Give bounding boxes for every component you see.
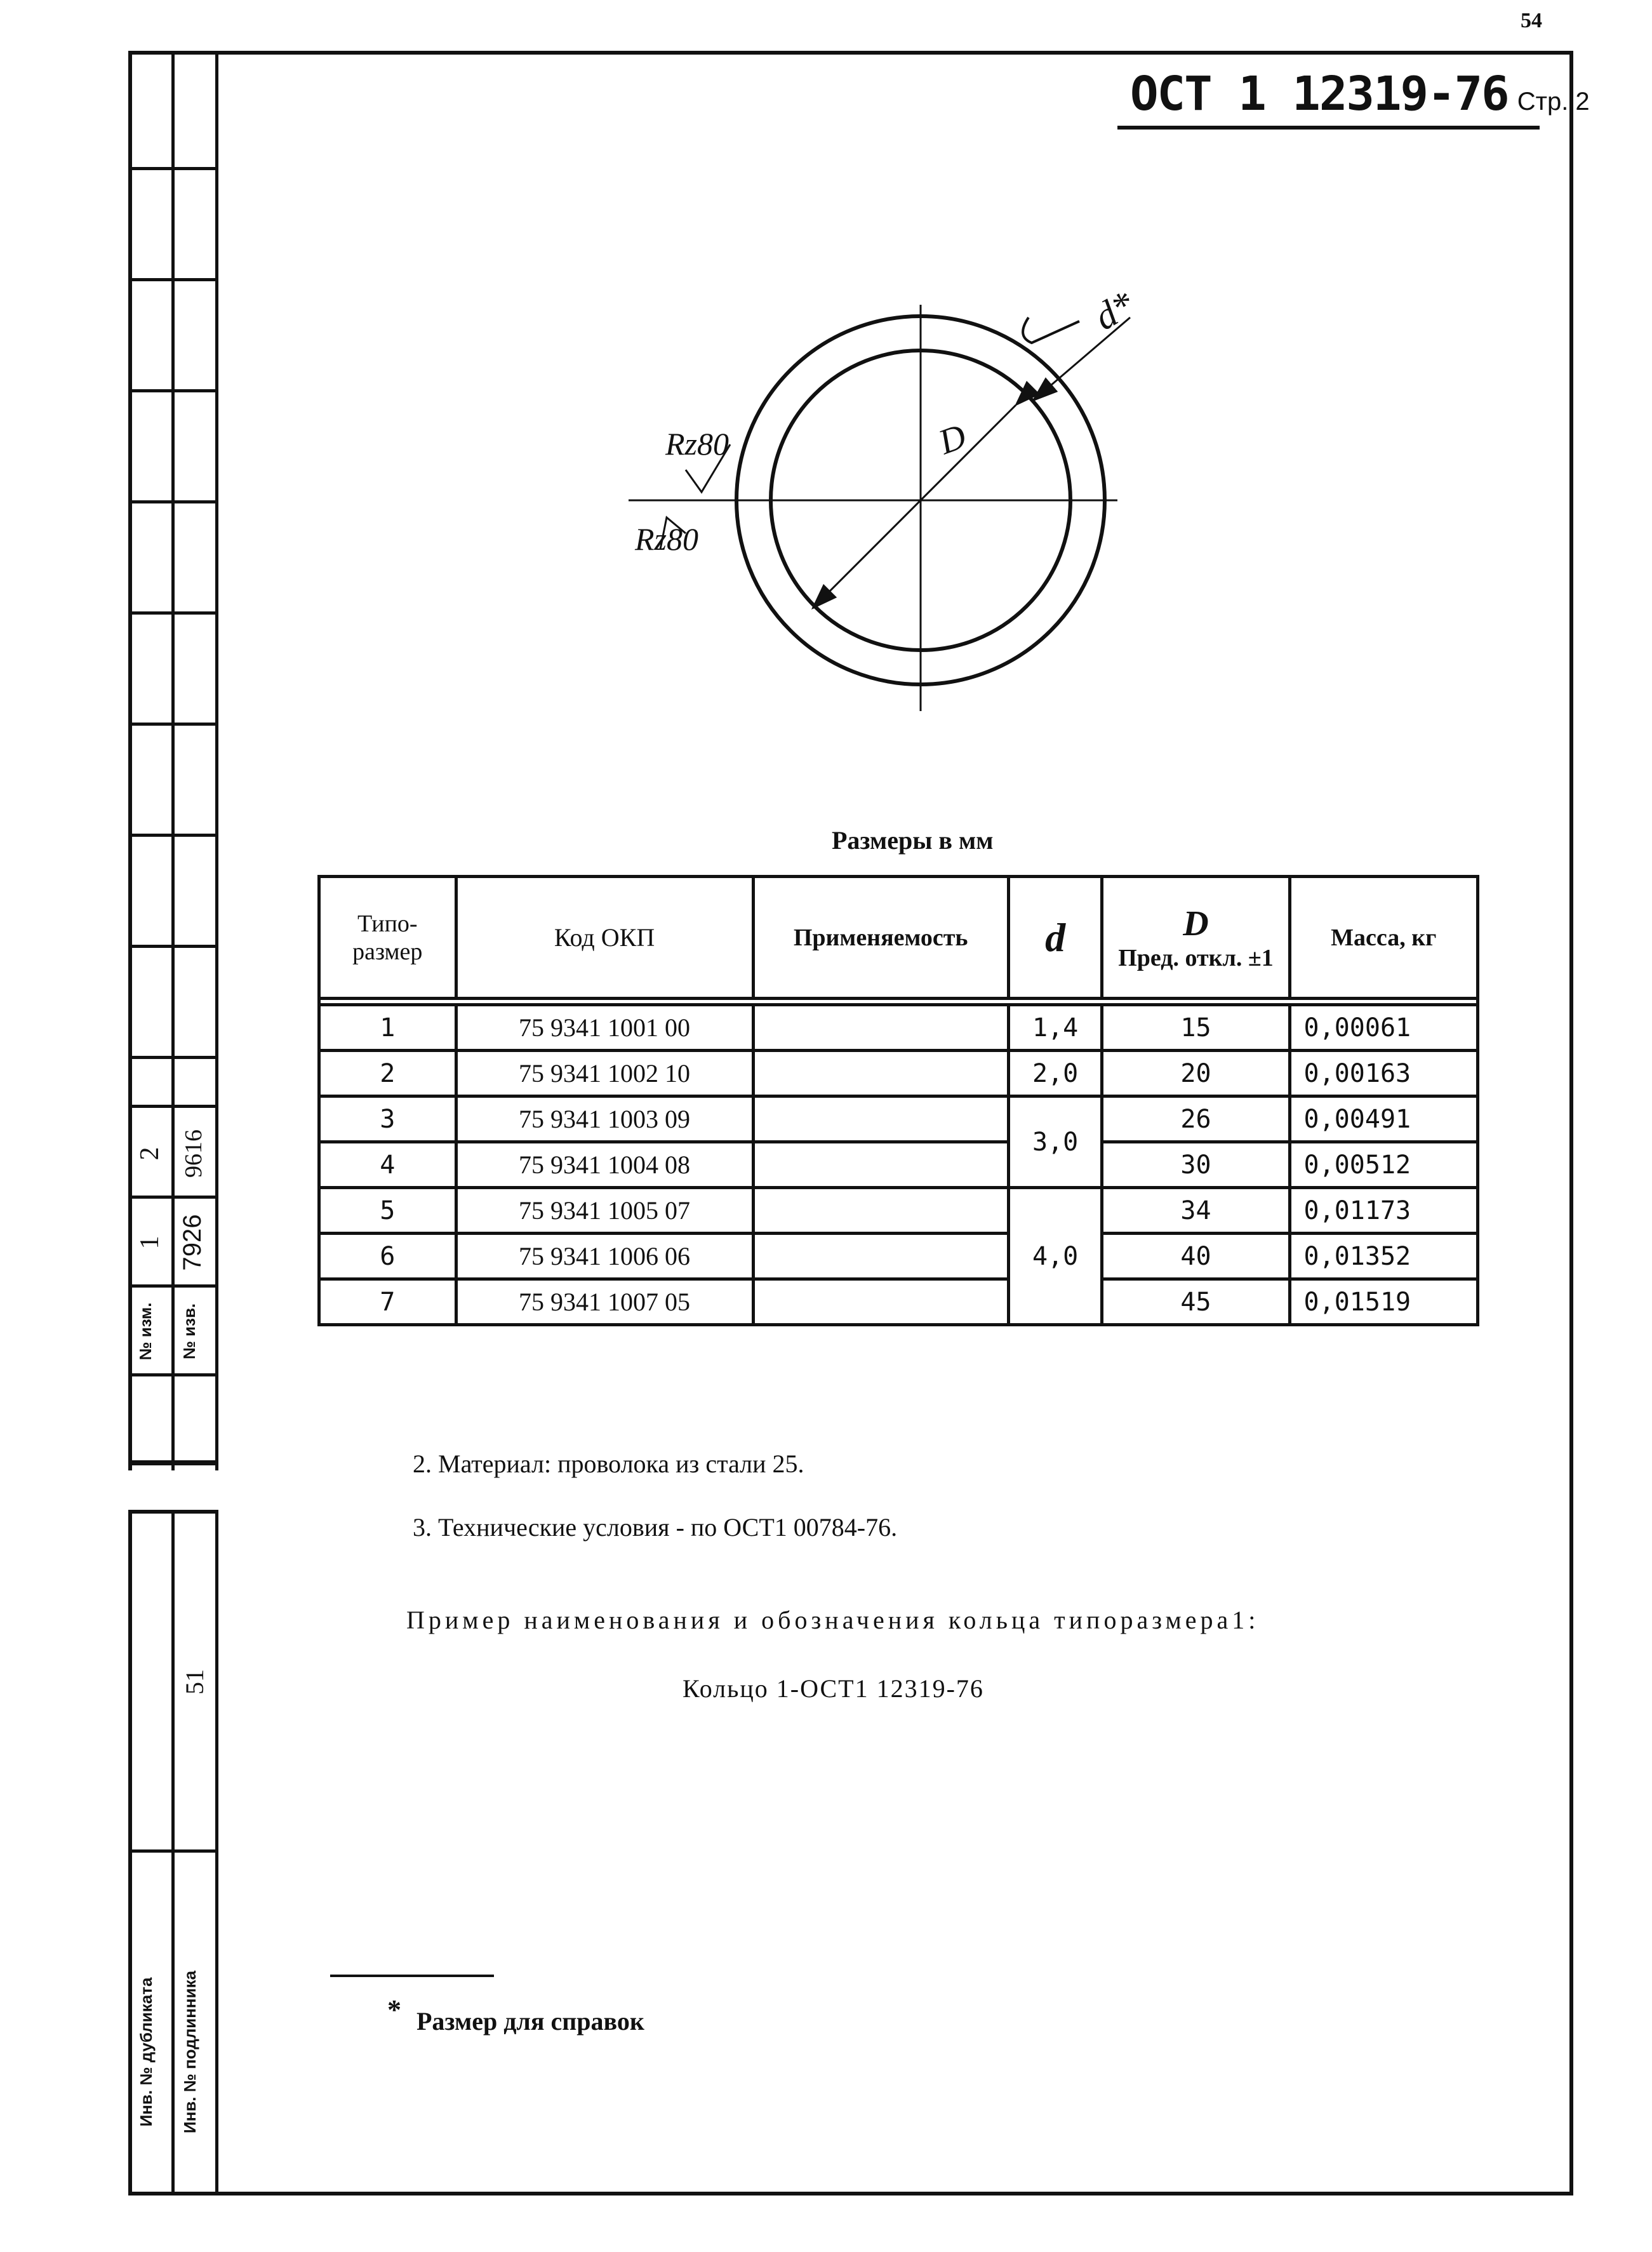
cell-d: 2,0 [1008,1051,1102,1096]
inventory-value: 51 [180,1669,209,1695]
cell-usage [753,1051,1008,1096]
strip-row [128,503,217,615]
cell-D: 45 [1102,1279,1289,1325]
notice-number-1: 7926 [178,1214,206,1271]
table-header-row [319,877,1478,999]
notice-number-2: 9616 [180,1129,207,1178]
cell-typesize: 7 [319,1279,456,1325]
footnote-mark: * [387,1994,401,2025]
cell-mass: 0,00163 [1289,1051,1477,1096]
table-row [319,1005,1478,1051]
header-mass: Масса, кг [1289,877,1477,999]
strip-row [128,1376,217,1465]
cell-usage [753,1279,1008,1325]
strip-row [128,837,217,948]
table-row [319,1051,1478,1096]
roughness-label-top: Rz80 [665,426,729,462]
strip-row [128,170,217,281]
strip-row [128,392,217,503]
cell-okp: 75 9341 1004 08 [456,1142,753,1188]
change-label: № изм. [136,1302,155,1361]
original-inventory-label: Инв. № подлинника [180,1970,199,2134]
header-usage: Применяемость [753,877,1008,999]
document-header [1130,67,1590,121]
cell-typesize: 6 [319,1234,456,1279]
note-tech-conditions: 3. Технические условия - по ОСТ1 00784-76. [413,1513,898,1542]
strip-row [128,51,217,170]
cell-okp: 75 9341 1006 06 [456,1234,753,1279]
strip-row [128,1059,217,1108]
header-okp: Код ОКП [456,877,753,999]
ring-drawing [610,267,1181,730]
cell-D: 20 [1102,1051,1289,1096]
cell-usage [753,1096,1008,1142]
cell-D: 34 [1102,1188,1289,1234]
cell-d: 3,0 [1008,1096,1102,1188]
cell-usage [753,1234,1008,1279]
page-number: Стр. 2 [1517,88,1590,116]
footnote-rule [330,1975,494,1977]
strip-row [128,615,217,726]
cell-d: 1,4 [1008,1005,1102,1051]
cell-okp: 75 9341 1001 00 [456,1005,753,1051]
notice-label: № изв. [180,1303,199,1360]
cell-D: 26 [1102,1096,1289,1142]
cell-D: 30 [1102,1142,1289,1188]
table-row [319,1188,1478,1234]
cell-typesize: 2 [319,1051,456,1096]
cell-usage [753,1142,1008,1188]
table-row [319,1096,1478,1142]
cell-mass: 0,00491 [1289,1096,1477,1142]
dimensions-table [317,875,1479,1326]
diameter-D-line [813,405,1016,608]
header-underline [1117,126,1540,130]
example-designation: Кольцо 1-ОСТ1 12319-76 [683,1674,984,1703]
strip-row [128,726,217,837]
cell-mass: 0,01519 [1289,1279,1477,1325]
cell-okp: 75 9341 1003 09 [456,1096,753,1142]
wire-section-symbol [1023,317,1079,343]
change-number-1: 1 [135,1236,164,1249]
corner-mark: 54 [1521,9,1542,32]
cell-okp: 75 9341 1002 10 [456,1051,753,1096]
cell-d: 4,0 [1008,1188,1102,1325]
strip-row [128,948,217,1059]
header-D [1102,877,1289,999]
strip-row [128,281,217,392]
header-typesize: Типо-размер [319,877,456,999]
roughness-label-bottom: Rz80 [635,521,698,557]
cell-mass: 0,01352 [1289,1234,1477,1279]
cell-typesize: 5 [319,1188,456,1234]
table-row [319,1279,1478,1325]
example-title: Пример наименования и обозначения кольца типоразмера1: [406,1606,1260,1634]
change-number-2: 2 [135,1147,164,1161]
header-D-symbol: D [1183,903,1209,943]
note-material: 2. Материал: проволока из стали 25. [413,1449,804,1478]
standard-code: ОСТ 1 12319-76 [1130,67,1509,121]
cell-D: 40 [1102,1234,1289,1279]
header-gap-row [319,999,1478,1005]
cell-usage [753,1188,1008,1234]
header-D-tolerance: Пред. откл. ±1 [1118,944,1274,971]
cell-mass: 0,00061 [1289,1005,1477,1051]
cell-typesize: 3 [319,1096,456,1142]
cell-typesize: 1 [319,1005,456,1051]
table-caption: Размеры в мм [832,826,994,855]
D-dimension-label: D [933,416,971,463]
duplicate-inventory-label: Инв. № дубликата [137,1977,156,2127]
cell-okp: 75 9341 1007 05 [456,1279,753,1325]
header-d: d [1008,877,1102,999]
side-strip [128,51,217,2195]
footnote-text: Размер для справок [416,2007,644,2035]
cell-mass: 0,00512 [1289,1142,1477,1188]
d-dimension-label: d* [1087,283,1142,338]
cell-usage [753,1005,1008,1051]
table-row [319,1142,1478,1188]
table-row [319,1234,1478,1279]
cell-mass: 0,01173 [1289,1188,1477,1234]
cell-typesize: 4 [319,1142,456,1188]
cell-okp: 75 9341 1005 07 [456,1188,753,1234]
cell-D: 15 [1102,1005,1289,1051]
strip-gap [123,1470,222,1510]
